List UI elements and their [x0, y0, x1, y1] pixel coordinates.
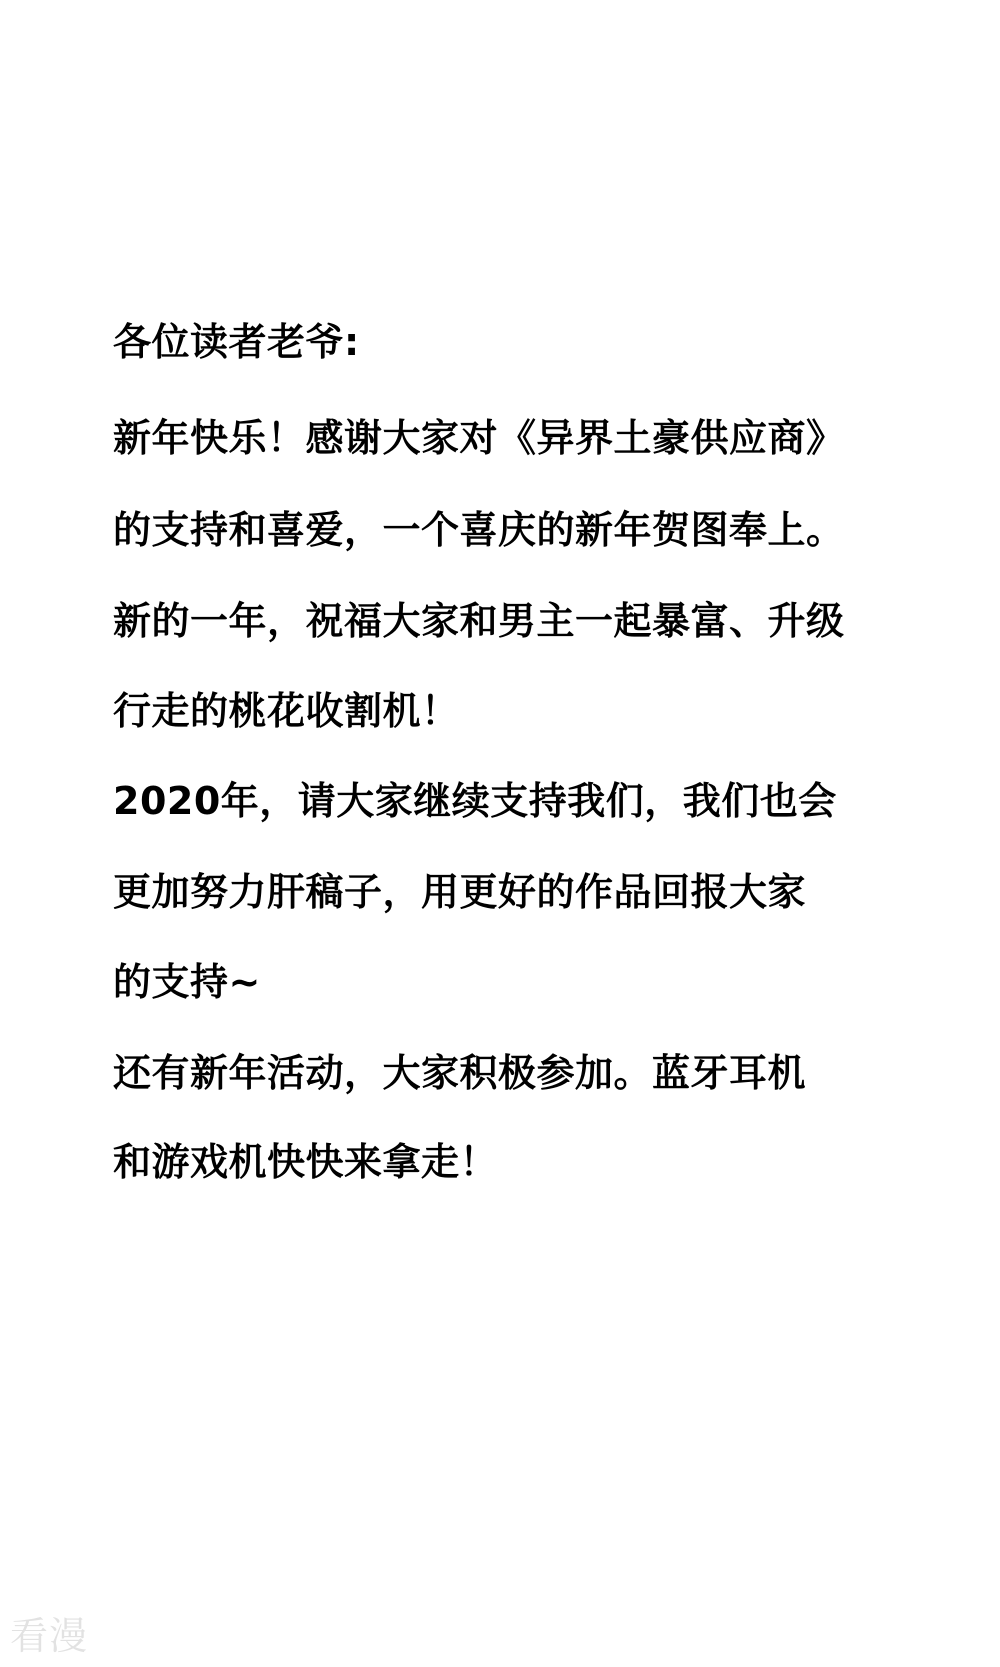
- letter-line: 更加努力肝稿子，用更好的作品回报大家: [113, 870, 807, 914]
- letter-line: 的支持~: [113, 960, 261, 1004]
- letter-line: 新年快乐！感谢大家对《异界土豪供应商》: [113, 416, 845, 460]
- letter-line: 行走的桃花收割机！: [113, 689, 460, 733]
- letter-line: 还有新年活动，大家积极参加。蓝牙耳机: [113, 1051, 807, 1095]
- letter-line: 新的一年，祝福大家和男主一起暴富、升级: [113, 599, 845, 643]
- letter-line: 和游戏机快快来拿走！: [113, 1140, 499, 1184]
- watermark-text: 看漫: [10, 1614, 89, 1658]
- letter-greeting: 各位读者老爷:: [113, 320, 360, 364]
- letter-line: 2020年，请大家继续支持我们，我们也会: [113, 779, 837, 823]
- letter-line: 的支持和喜爱，一个喜庆的新年贺图奉上。: [113, 508, 845, 552]
